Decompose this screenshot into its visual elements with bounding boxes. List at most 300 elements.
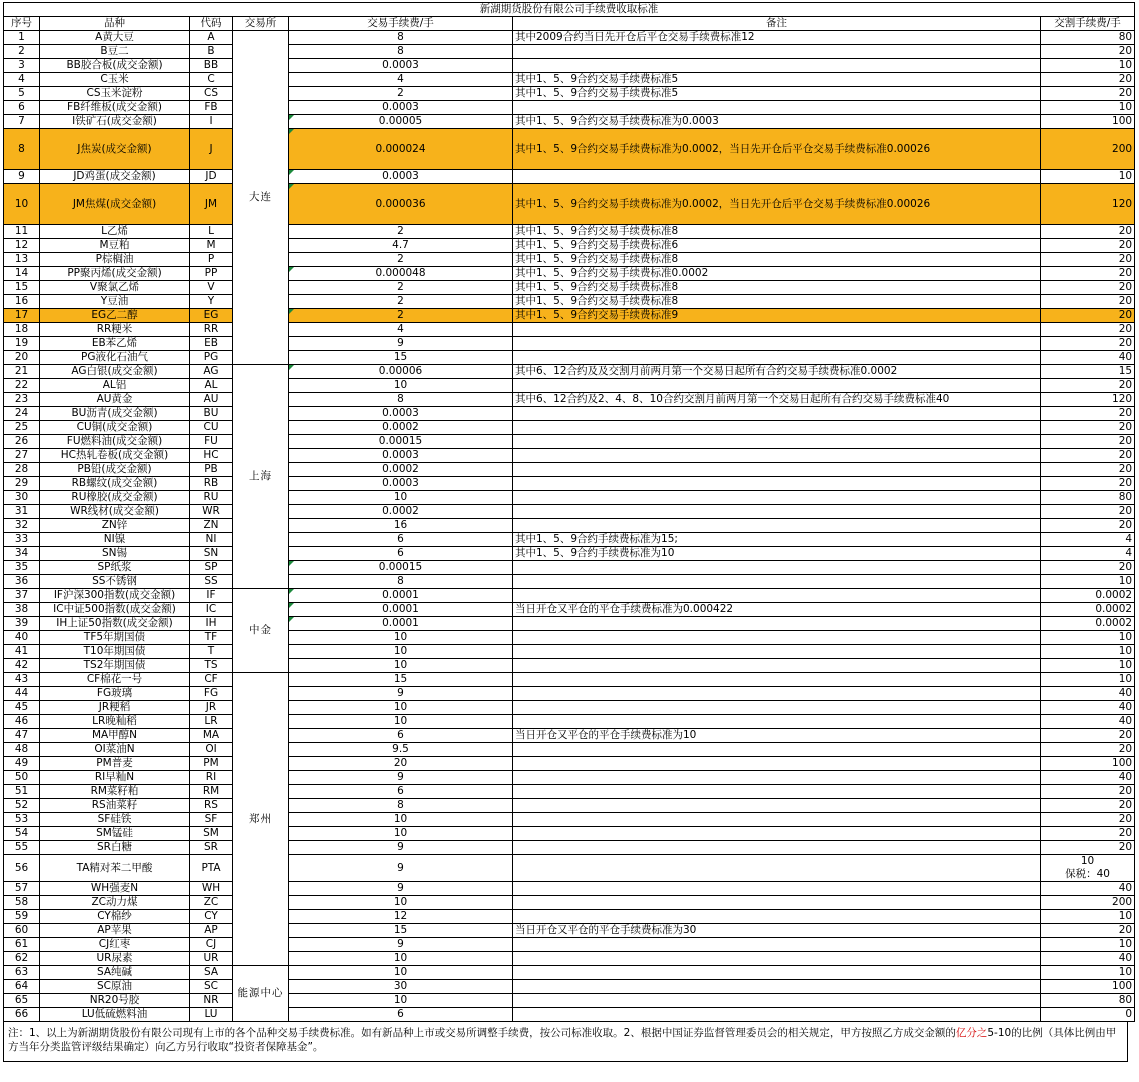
exchange-cell: 中金 — [233, 589, 289, 673]
row-remark: 其中6、12合约及及交割月前两月第一个交易日起所有合约交易手续费标准0.0002 — [513, 365, 1041, 379]
table-row — [4, 225, 1135, 239]
row-name: RB螺纹(成交金额) — [40, 477, 190, 491]
table-row — [4, 505, 1135, 519]
row-delivery-value: 80 — [1118, 491, 1133, 503]
row-delivery — [1041, 827, 1135, 841]
row-fee — [289, 323, 513, 337]
row-fee-value: 0.00006 — [378, 365, 423, 377]
row-code: BU — [190, 407, 233, 421]
row-delivery — [1041, 771, 1135, 785]
footnote — [3, 1022, 1128, 1062]
row-delivery — [1041, 267, 1135, 281]
row-code: TS — [190, 659, 233, 673]
row-no: 36 — [4, 575, 40, 589]
row-fee — [289, 813, 513, 827]
row-no: 42 — [4, 659, 40, 673]
row-name: EG乙二醇 — [40, 309, 190, 323]
table-row — [4, 952, 1135, 966]
row-name: PB铅(成交金额) — [40, 463, 190, 477]
row-remark — [513, 463, 1041, 477]
row-code: T — [190, 645, 233, 659]
row-fee-value: 15 — [393, 351, 408, 363]
row-fee-value: 9 — [397, 882, 404, 894]
table-row — [4, 631, 1135, 645]
row-fee-value: 6 — [397, 785, 404, 797]
row-delivery — [1041, 924, 1135, 938]
row-fee — [289, 896, 513, 910]
row-delivery-value: 100 — [1112, 980, 1133, 992]
row-delivery-value: 120 — [1112, 198, 1133, 210]
row-delivery — [1041, 631, 1135, 645]
row-delivery-value: 10 — [1118, 631, 1133, 643]
table-row — [4, 841, 1135, 855]
cell-indicator-icon — [289, 115, 294, 120]
row-fee — [289, 771, 513, 785]
row-delivery — [1041, 505, 1135, 519]
table-row — [4, 757, 1135, 771]
row-no: 25 — [4, 421, 40, 435]
row-name: B豆二 — [40, 45, 190, 59]
row-delivery — [1041, 575, 1135, 589]
row-remark — [513, 505, 1041, 519]
row-code: RM — [190, 785, 233, 799]
row-remark — [513, 659, 1041, 673]
exchange-cell: 上海 — [233, 365, 289, 589]
table-row — [4, 59, 1135, 73]
row-fee — [289, 477, 513, 491]
row-no: 38 — [4, 603, 40, 617]
row-remark — [513, 701, 1041, 715]
row-fee-value: 2 — [397, 87, 404, 99]
table-row — [4, 994, 1135, 1008]
row-code: B — [190, 45, 233, 59]
row-delivery — [1041, 980, 1135, 994]
row-delivery — [1041, 59, 1135, 73]
row-fee — [289, 687, 513, 701]
row-remark — [513, 575, 1041, 589]
row-no: 50 — [4, 771, 40, 785]
row-fee-value: 4 — [397, 73, 404, 85]
table-row — [4, 421, 1135, 435]
row-fee — [289, 449, 513, 463]
row-delivery-value: 20 — [1118, 799, 1133, 811]
row-delivery-value: 4 — [1125, 547, 1133, 559]
header-code: 代码 — [190, 17, 233, 31]
row-delivery-value: 20 — [1118, 519, 1133, 531]
row-code: TF — [190, 631, 233, 645]
row-code: FG — [190, 687, 233, 701]
row-no: 30 — [4, 491, 40, 505]
row-delivery — [1041, 407, 1135, 421]
row-no: 1 — [4, 31, 40, 45]
row-fee — [289, 170, 513, 184]
row-fee-value: 10 — [393, 966, 408, 978]
table-row — [4, 701, 1135, 715]
row-delivery-value: 4 — [1125, 533, 1133, 545]
row-code: J — [190, 129, 233, 170]
table-row — [4, 673, 1135, 687]
row-no: 64 — [4, 980, 40, 994]
table-row — [4, 715, 1135, 729]
cell-indicator-icon — [289, 184, 294, 189]
table-row — [4, 379, 1135, 393]
row-fee — [289, 799, 513, 813]
row-code: WR — [190, 505, 233, 519]
row-fee-value: 12 — [393, 910, 408, 922]
row-fee-value: 8 — [397, 799, 404, 811]
row-delivery — [1041, 351, 1135, 365]
row-remark — [513, 938, 1041, 952]
row-fee — [289, 631, 513, 645]
row-fee-value: 9 — [397, 938, 404, 950]
row-no: 3 — [4, 59, 40, 73]
row-no: 56 — [4, 855, 40, 882]
row-fee-value: 4.7 — [392, 239, 409, 251]
row-name: AG白银(成交金额) — [40, 365, 190, 379]
row-delivery — [1041, 225, 1135, 239]
row-fee-value: 10 — [393, 813, 408, 825]
row-name: IF沪深300指数(成交金额) — [40, 589, 190, 603]
footnote-text-2: 5-10的比例（具体比例由甲方当年分类监管评级结果确定）向乙方另行收取“投资者保障基金”。 — [8, 1027, 1117, 1053]
row-remark: 当日开仓又平仓的平仓手续费标准为0.000422 — [513, 603, 1041, 617]
row-no: 22 — [4, 379, 40, 393]
row-fee — [289, 407, 513, 421]
row-no: 9 — [4, 170, 40, 184]
row-no: 43 — [4, 673, 40, 687]
table-row — [4, 393, 1135, 407]
row-delivery — [1041, 1008, 1135, 1022]
row-delivery — [1041, 785, 1135, 799]
row-code: RR — [190, 323, 233, 337]
row-name: CU铜(成交金额) — [40, 421, 190, 435]
row-remark — [513, 645, 1041, 659]
row-name: L乙烯 — [40, 225, 190, 239]
table-row — [4, 938, 1135, 952]
cell-indicator-icon — [289, 309, 294, 314]
row-delivery — [1041, 966, 1135, 980]
row-fee — [289, 295, 513, 309]
row-name: CY棉纱 — [40, 910, 190, 924]
row-code: SR — [190, 841, 233, 855]
row-fee — [289, 547, 513, 561]
row-fee — [289, 827, 513, 841]
row-fee — [289, 351, 513, 365]
row-no: 21 — [4, 365, 40, 379]
row-no: 2 — [4, 45, 40, 59]
row-delivery-bonded: 保税：40 — [1065, 868, 1110, 880]
sheet-title: 新湖期货股份有限公司手续费收取标准 — [4, 3, 1135, 17]
row-fee — [289, 980, 513, 994]
row-fee-value: 10 — [393, 952, 408, 964]
row-no: 29 — [4, 477, 40, 491]
row-fee-value: 0.00015 — [378, 435, 423, 447]
row-code: ZN — [190, 519, 233, 533]
row-code: JM — [190, 184, 233, 225]
table-row — [4, 729, 1135, 743]
row-name: UR尿素 — [40, 952, 190, 966]
row-remark — [513, 771, 1041, 785]
row-delivery-value: 10 — [1118, 659, 1133, 671]
fee-sheet — [3, 2, 1134, 1062]
row-code: NI — [190, 533, 233, 547]
row-no: 60 — [4, 924, 40, 938]
row-delivery-value: 20 — [1118, 295, 1133, 307]
row-name: EB苯乙烯 — [40, 337, 190, 351]
row-code: PB — [190, 463, 233, 477]
row-delivery — [1041, 882, 1135, 896]
row-no: 52 — [4, 799, 40, 813]
row-code: L — [190, 225, 233, 239]
row-delivery-value: 20 — [1118, 435, 1133, 447]
row-delivery-value: 20 — [1118, 323, 1133, 335]
table-row — [4, 449, 1135, 463]
row-remark — [513, 435, 1041, 449]
row-remark — [513, 407, 1041, 421]
row-remark — [513, 827, 1041, 841]
exchange-cell: 大连 — [233, 31, 289, 365]
row-fee-value: 6 — [397, 533, 404, 545]
table-row — [4, 603, 1135, 617]
row-fee — [289, 31, 513, 45]
row-remark — [513, 687, 1041, 701]
row-fee — [289, 421, 513, 435]
row-delivery-value: 10 — [1118, 59, 1133, 71]
row-delivery — [1041, 841, 1135, 855]
row-fee-value: 9 — [397, 841, 404, 853]
header-exchange: 交易所 — [233, 17, 289, 31]
row-delivery — [1041, 309, 1135, 323]
row-code: IC — [190, 603, 233, 617]
row-remark — [513, 813, 1041, 827]
row-delivery-value: 20 — [1118, 267, 1133, 279]
row-delivery-value: 15 — [1118, 365, 1133, 377]
row-name: P棕榈油 — [40, 253, 190, 267]
row-code: CY — [190, 910, 233, 924]
table-row — [4, 743, 1135, 757]
row-no: 6 — [4, 101, 40, 115]
row-fee — [289, 253, 513, 267]
table-row — [4, 896, 1135, 910]
row-name: CS玉米淀粉 — [40, 87, 190, 101]
row-delivery-value: 40 — [1118, 687, 1133, 699]
row-no: 34 — [4, 547, 40, 561]
row-fee-value: 10 — [393, 659, 408, 671]
row-fee-value: 10 — [393, 994, 408, 1006]
row-fee-value: 9 — [397, 687, 404, 699]
row-remark: 其中1、5、9合约交易手续费标准为0.0002，当日先开仓后平仓交易手续费标准0.00026 — [513, 184, 1041, 225]
row-delivery-value: 0.0002 — [1095, 589, 1133, 601]
row-name: ZC动力煤 — [40, 896, 190, 910]
table-row — [4, 115, 1135, 129]
row-fee — [289, 101, 513, 115]
row-fee — [289, 337, 513, 351]
row-no: 35 — [4, 561, 40, 575]
row-fee-value: 10 — [393, 379, 408, 391]
row-no: 58 — [4, 896, 40, 910]
row-remark: 其中2009合约当日先开仓后平仓交易手续费标准12 — [513, 31, 1041, 45]
row-name: T10年期国债 — [40, 645, 190, 659]
row-code: I — [190, 115, 233, 129]
row-delivery — [1041, 31, 1135, 45]
row-no: 4 — [4, 73, 40, 87]
row-name: SA纯碱 — [40, 966, 190, 980]
row-remark — [513, 882, 1041, 896]
row-remark — [513, 101, 1041, 115]
row-remark: 其中1、5、9合约交易手续费标准为0.0003 — [513, 115, 1041, 129]
row-delivery — [1041, 855, 1135, 882]
table-row — [4, 323, 1135, 337]
row-remark — [513, 323, 1041, 337]
row-no: 10 — [4, 184, 40, 225]
row-no: 33 — [4, 533, 40, 547]
row-fee — [289, 729, 513, 743]
row-name: HC热轧卷板(成交金额) — [40, 449, 190, 463]
row-remark — [513, 966, 1041, 980]
row-no: 49 — [4, 757, 40, 771]
row-fee-value: 8 — [397, 393, 404, 405]
row-fee-value: 10 — [393, 491, 408, 503]
row-delivery-value: 10 — [1118, 938, 1133, 950]
row-remark — [513, 59, 1041, 73]
table-row — [4, 184, 1135, 225]
row-remark: 其中1、5、9合约交易手续费标准6 — [513, 239, 1041, 253]
cell-indicator-icon — [289, 617, 294, 622]
row-name: FB纤维板(成交金额) — [40, 101, 190, 115]
row-remark — [513, 449, 1041, 463]
row-code: RU — [190, 491, 233, 505]
row-delivery — [1041, 393, 1135, 407]
row-fee — [289, 309, 513, 323]
table-row — [4, 365, 1135, 379]
row-delivery — [1041, 757, 1135, 771]
row-fee — [289, 617, 513, 631]
row-no: 32 — [4, 519, 40, 533]
row-no: 54 — [4, 827, 40, 841]
row-fee — [289, 365, 513, 379]
row-no: 45 — [4, 701, 40, 715]
row-no: 7 — [4, 115, 40, 129]
row-no: 28 — [4, 463, 40, 477]
table-row — [4, 337, 1135, 351]
table-row — [4, 645, 1135, 659]
row-fee-value: 0.0003 — [382, 449, 419, 461]
row-fee — [289, 73, 513, 87]
row-delivery-value: 40 — [1118, 882, 1133, 894]
row-no: 61 — [4, 938, 40, 952]
row-remark — [513, 519, 1041, 533]
row-delivery — [1041, 365, 1135, 379]
row-delivery-value: 200 — [1112, 143, 1133, 155]
row-code: LR — [190, 715, 233, 729]
row-delivery — [1041, 589, 1135, 603]
row-delivery — [1041, 337, 1135, 351]
header-no: 序号 — [4, 17, 40, 31]
row-no: 17 — [4, 309, 40, 323]
row-no: 65 — [4, 994, 40, 1008]
row-delivery — [1041, 799, 1135, 813]
table-row — [4, 617, 1135, 631]
row-delivery — [1041, 701, 1135, 715]
row-fee — [289, 743, 513, 757]
row-remark — [513, 45, 1041, 59]
row-delivery — [1041, 323, 1135, 337]
row-fee — [289, 435, 513, 449]
row-delivery-value: 20 — [1118, 924, 1133, 936]
row-name: AL铝 — [40, 379, 190, 393]
row-no: 48 — [4, 743, 40, 757]
table-row — [4, 170, 1135, 184]
row-name: SN锡 — [40, 547, 190, 561]
row-name: TF5年期国债 — [40, 631, 190, 645]
row-delivery-value: 20 — [1118, 73, 1133, 85]
row-name: BU沥青(成交金额) — [40, 407, 190, 421]
row-name: IC中证500指数(成交金额) — [40, 603, 190, 617]
row-fee — [289, 882, 513, 896]
row-delivery — [1041, 687, 1135, 701]
row-name: SC原油 — [40, 980, 190, 994]
row-remark — [513, 337, 1041, 351]
row-remark — [513, 561, 1041, 575]
row-code: EG — [190, 309, 233, 323]
row-fee-value: 6 — [397, 547, 404, 559]
row-fee — [289, 505, 513, 519]
row-name: WR线材(成交金额) — [40, 505, 190, 519]
exchange-cell: 郑州 — [233, 673, 289, 966]
table-row — [4, 910, 1135, 924]
row-delivery — [1041, 813, 1135, 827]
row-delivery-value: 80 — [1118, 31, 1133, 43]
row-no: 13 — [4, 253, 40, 267]
row-delivery-value: 20 — [1118, 827, 1133, 839]
row-name: V聚氯乙烯 — [40, 281, 190, 295]
row-name: ZN锌 — [40, 519, 190, 533]
row-fee — [289, 575, 513, 589]
cell-indicator-icon — [289, 561, 294, 566]
row-delivery-value: 40 — [1118, 351, 1133, 363]
table-row — [4, 129, 1135, 170]
table-row — [4, 575, 1135, 589]
table-row — [4, 966, 1135, 980]
row-delivery — [1041, 603, 1135, 617]
row-name: PP聚丙烯(成交金额) — [40, 267, 190, 281]
table-row — [4, 87, 1135, 101]
row-remark: 其中1、5、9合约交易手续费标准8 — [513, 225, 1041, 239]
row-code: CS — [190, 87, 233, 101]
row-delivery — [1041, 477, 1135, 491]
row-fee — [289, 87, 513, 101]
row-remark: 其中1、5、9合约交易手续费标准8 — [513, 281, 1041, 295]
row-delivery — [1041, 170, 1135, 184]
row-code: NR — [190, 994, 233, 1008]
row-code: SN — [190, 547, 233, 561]
row-no: 11 — [4, 225, 40, 239]
table-row — [4, 882, 1135, 896]
header-delivery: 交割手续费/手 — [1041, 17, 1135, 31]
row-delivery-value: 20 — [1118, 253, 1133, 265]
row-no: 18 — [4, 323, 40, 337]
row-fee-value: 8 — [397, 45, 404, 57]
row-delivery-value: 10 — [1118, 101, 1133, 113]
row-delivery — [1041, 617, 1135, 631]
row-code: PG — [190, 351, 233, 365]
row-remark — [513, 379, 1041, 393]
row-fee-value: 6 — [397, 1008, 404, 1020]
row-delivery-value: 20 — [1118, 281, 1133, 293]
row-delivery — [1041, 645, 1135, 659]
row-delivery-value: 10 — [1118, 575, 1133, 587]
row-delivery-value: 20 — [1118, 337, 1133, 349]
row-name: PM普麦 — [40, 757, 190, 771]
